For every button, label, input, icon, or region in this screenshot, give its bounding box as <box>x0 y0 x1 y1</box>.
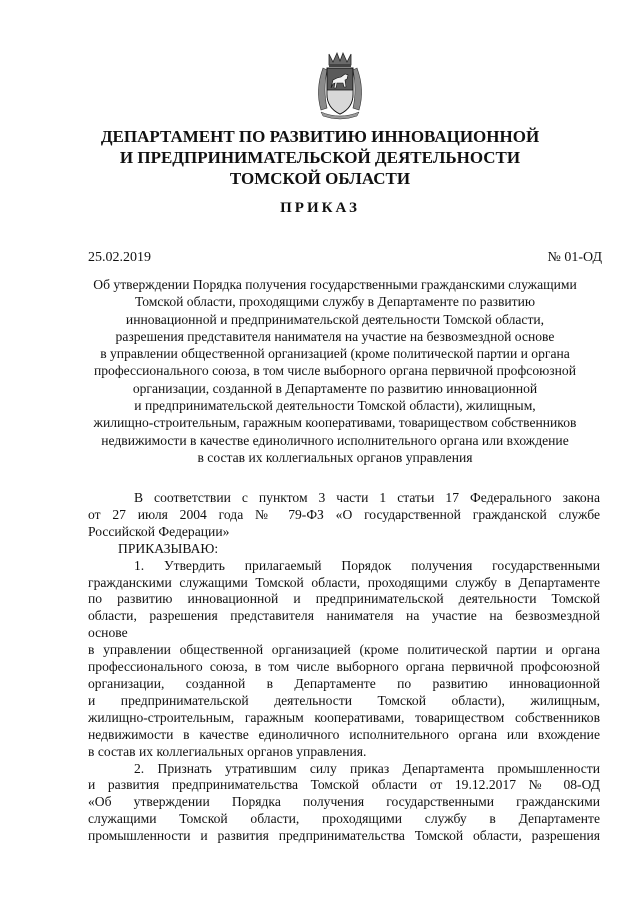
department-line: ТОМСКОЙ ОБЛАСТИ <box>229 169 411 188</box>
subject-line: разрешения представителя нанимателя на участие на безвозмездной основе <box>115 328 555 344</box>
department-line: И ПРЕДПРИНИМАТЕЛЬСКОЙ ДЕЯТЕЛЬНОСТИ <box>119 148 521 167</box>
order-date: 25.02.2019 <box>88 250 151 265</box>
body-line: недвижимости в качестве единоличного исполнительного органа или вхождение <box>88 726 600 742</box>
body-line: «Об утверждении Порядка получения государственными гражданскими <box>88 794 600 810</box>
body-line: в управлении общественной организацией (кроме политической партии и органа <box>88 642 600 658</box>
order-body <box>88 490 600 845</box>
order-number: № 01-ОД <box>547 250 602 265</box>
subject-line: в управлении общественной организацией (кроме политической партии и органа <box>100 346 570 362</box>
body-line: и предпринимательской деятельности Томской области), жилищным, <box>88 692 600 708</box>
body-line: организации, созданной в Департаменте по развитию инновационной <box>88 675 600 691</box>
order-subject <box>70 276 600 466</box>
body-line: служащими Томской области, проходящими службу в Департаменте <box>88 811 600 827</box>
body-line: от 27 июля 2004 года № 79-ФЗ «О государственной гражданской службе <box>88 506 600 522</box>
subject-line: Томской области, проходящими службу в Департаменте по развитию <box>134 294 536 310</box>
tomsk-coat-of-arms-icon <box>311 50 369 120</box>
body-line: области, разрешения представителя нанимателя на участие на безвозмездной <box>88 608 600 624</box>
subject-line: профессионального союза, в том числе выборного органа первичной профсоюзной <box>93 363 576 379</box>
body-line: 2. Признать утратившим силу приказ Департамента промышленности <box>134 760 600 776</box>
subject-line: Об утверждении Порядка получения государственными гражданскими служащими <box>93 277 577 292</box>
subject-line: недвижимости в качестве единоличного исполнительного органа или вхождение <box>101 432 569 448</box>
body-line: Российской Федерации» <box>88 523 230 539</box>
body-line: гражданскими служащими Томской области, проходящими службу в Департаменте <box>88 574 600 590</box>
body-line: ПРИКАЗЫВАЮ: <box>118 540 219 556</box>
subject-line: в состав их коллегиальных органов управления <box>197 449 473 465</box>
order-title: ПРИКАЗ <box>280 200 360 216</box>
subject-line: жилищно-строительным, гаражным кооперативами, товариществом собственников <box>93 415 577 431</box>
department-name <box>60 126 580 189</box>
body-line: жилищно-строительным, гаражным кооперативами, товариществом собственников <box>88 709 600 725</box>
department-line: ДЕПАРТАМЕНТ ПО РАЗВИТИЮ ИННОВАЦИОННОЙ <box>100 127 540 146</box>
subject-line: и предпринимательской деятельности Томской области), жилищным, <box>134 398 536 414</box>
body-line: основе <box>88 625 128 641</box>
body-line: В соответствии с пунктом 3 части 1 статьи 17 Федерального закона <box>134 490 600 505</box>
body-line: профессионального союза, в том числе выборного органа первичной профсоюзной <box>88 659 600 675</box>
subject-line: организации, созданной в Департаменте по развитию инновационной <box>132 380 538 396</box>
subject-line: инновационной и предпринимательской деятельности Томской области, <box>125 311 545 327</box>
body-line: в состав их коллегиальных органов управления. <box>88 743 367 759</box>
body-line: и развития предпринимательства Томской области от 19.12.2017 № 08-ОД <box>88 777 600 793</box>
body-line: по развитию инновационной и предпринимательской деятельности Томской <box>88 591 600 607</box>
body-line: промышленности и развития предпринимательства Томской области, разрешения <box>88 828 600 844</box>
body-line: 1. Утвердить прилагаемый Порядок получения государственными <box>134 557 600 573</box>
